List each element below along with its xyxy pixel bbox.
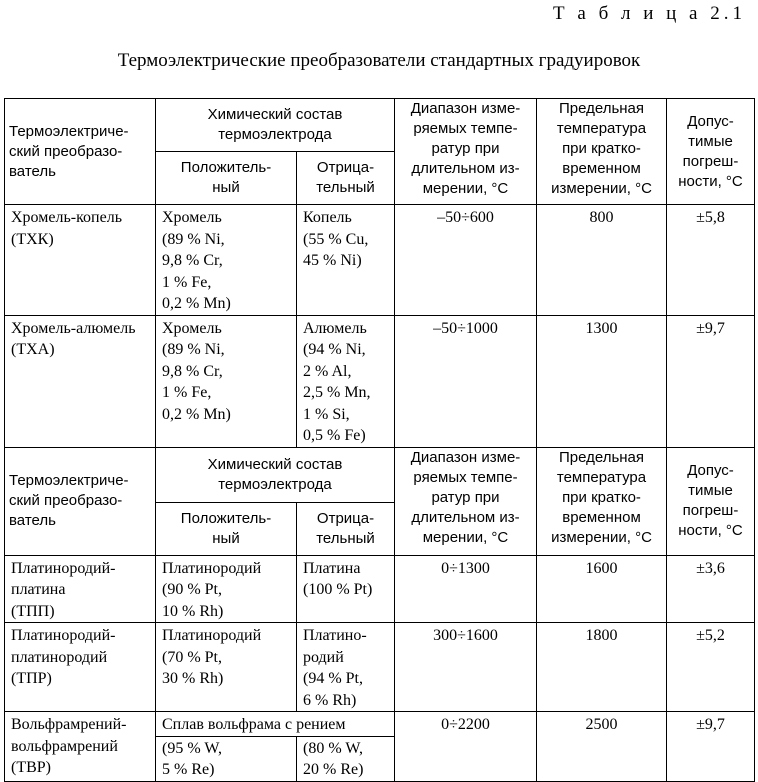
header-composition: Химический состав термоэлектрода xyxy=(156,447,395,502)
header-positive: Положитель- ный xyxy=(156,152,297,205)
header-converter: Термоэлектриче- ский преобразо- ватель xyxy=(5,447,156,555)
cell-range: 300÷1600 xyxy=(395,623,537,712)
cell-limit: 1300 xyxy=(537,315,667,447)
header-error: Допус- тимые погреш- ности, °C xyxy=(667,99,755,205)
cell-error: ±3,6 xyxy=(667,555,755,623)
header-negative: Отрица- тельный xyxy=(297,502,395,555)
header-positive: Положитель- ный xyxy=(156,502,297,555)
cell-limit: 1600 xyxy=(537,555,667,623)
cell-error: ±5,2 xyxy=(667,623,755,712)
header-negative: Отрица- тельный xyxy=(297,152,395,205)
cell-positive: (95 % W, 5 % Re) xyxy=(156,736,297,781)
cell-error: ±9,7 xyxy=(667,712,755,782)
cell-limit: 800 xyxy=(537,205,667,316)
cell-limit: 1800 xyxy=(537,623,667,712)
header-row-1 xyxy=(5,447,755,502)
table-row xyxy=(5,315,755,447)
table-row xyxy=(5,555,755,623)
cell-negative: Платина (100 % Pt) xyxy=(297,555,395,623)
cell-range: 0÷2200 xyxy=(395,712,537,782)
cell-positive: Хромель (89 % Ni, 9,8 % Cr, 1 % Fe, 0,2 % Mn) xyxy=(156,205,297,316)
header-limit: Предельная температура при кратко- временном измерении, °C xyxy=(537,447,667,555)
table-row xyxy=(5,712,755,737)
table-title: Термоэлектрические преобразователи стандартных градуировок xyxy=(117,50,641,71)
cell-positive: Хромель (89 % Ni, 9,8 % Cr, 1 % Fe, 0,2 % Mn) xyxy=(156,315,297,447)
header-row-1 xyxy=(5,99,755,152)
header-error: Допус- тимые погреш- ности, °C xyxy=(667,447,755,555)
cell-positive: Платинородий (90 % Pt, 10 % Rh) xyxy=(156,555,297,623)
header-limit: Предельная температура при кратко- временном измерении, °C xyxy=(537,99,667,205)
thermocouple-table xyxy=(4,98,755,782)
cell-error: ±5,8 xyxy=(667,205,755,316)
cell-converter: Хромель-алюмель (ТХА) xyxy=(5,315,156,447)
header-range: Диапазон изме- ряемых темпе- ратур при длительном из- мерении, °C xyxy=(395,447,537,555)
cell-converter: Платинородий- платинородий (ТПР) xyxy=(5,623,156,712)
table-row xyxy=(5,205,755,316)
cell-range: –50÷600 xyxy=(395,205,537,316)
table-number: Т а б л и ц а 2.1 xyxy=(553,3,746,24)
cell-negative: Алюмель (94 % Ni, 2 % Al, 2,5 % Mn, 1 % Si, 0,5 % Fe) xyxy=(297,315,395,447)
cell-negative: Копель (55 % Cu, 45 % Ni) xyxy=(297,205,395,316)
header-composition: Химический состав термоэлектрода xyxy=(156,99,395,152)
cell-range: –50÷1000 xyxy=(395,315,537,447)
cell-limit: 2500 xyxy=(537,712,667,782)
cell-alloy: Сплав вольфрама с рением xyxy=(156,712,395,737)
cell-converter: Вольфрамрений- вольфрамрений (ТВР) xyxy=(5,712,156,782)
header-range: Диапазон изме- ряемых темпе- ратур при длительном из- мерении, °C xyxy=(395,99,537,205)
cell-converter: Платинородий- платина (ТПП) xyxy=(5,555,156,623)
cell-negative: (80 % W, 20 % Re) xyxy=(297,736,395,781)
cell-error: ±9,7 xyxy=(667,315,755,447)
header-converter: Термоэлектриче- ский преобразо- ватель xyxy=(5,99,156,205)
cell-negative: Платино- родий (94 % Pt, 6 % Rh) xyxy=(297,623,395,712)
cell-positive: Платинородий (70 % Pt, 30 % Rh) xyxy=(156,623,297,712)
cell-converter: Хромель-копель (ТХК) xyxy=(5,205,156,316)
cell-range: 0÷1300 xyxy=(395,555,537,623)
table-row xyxy=(5,623,755,712)
